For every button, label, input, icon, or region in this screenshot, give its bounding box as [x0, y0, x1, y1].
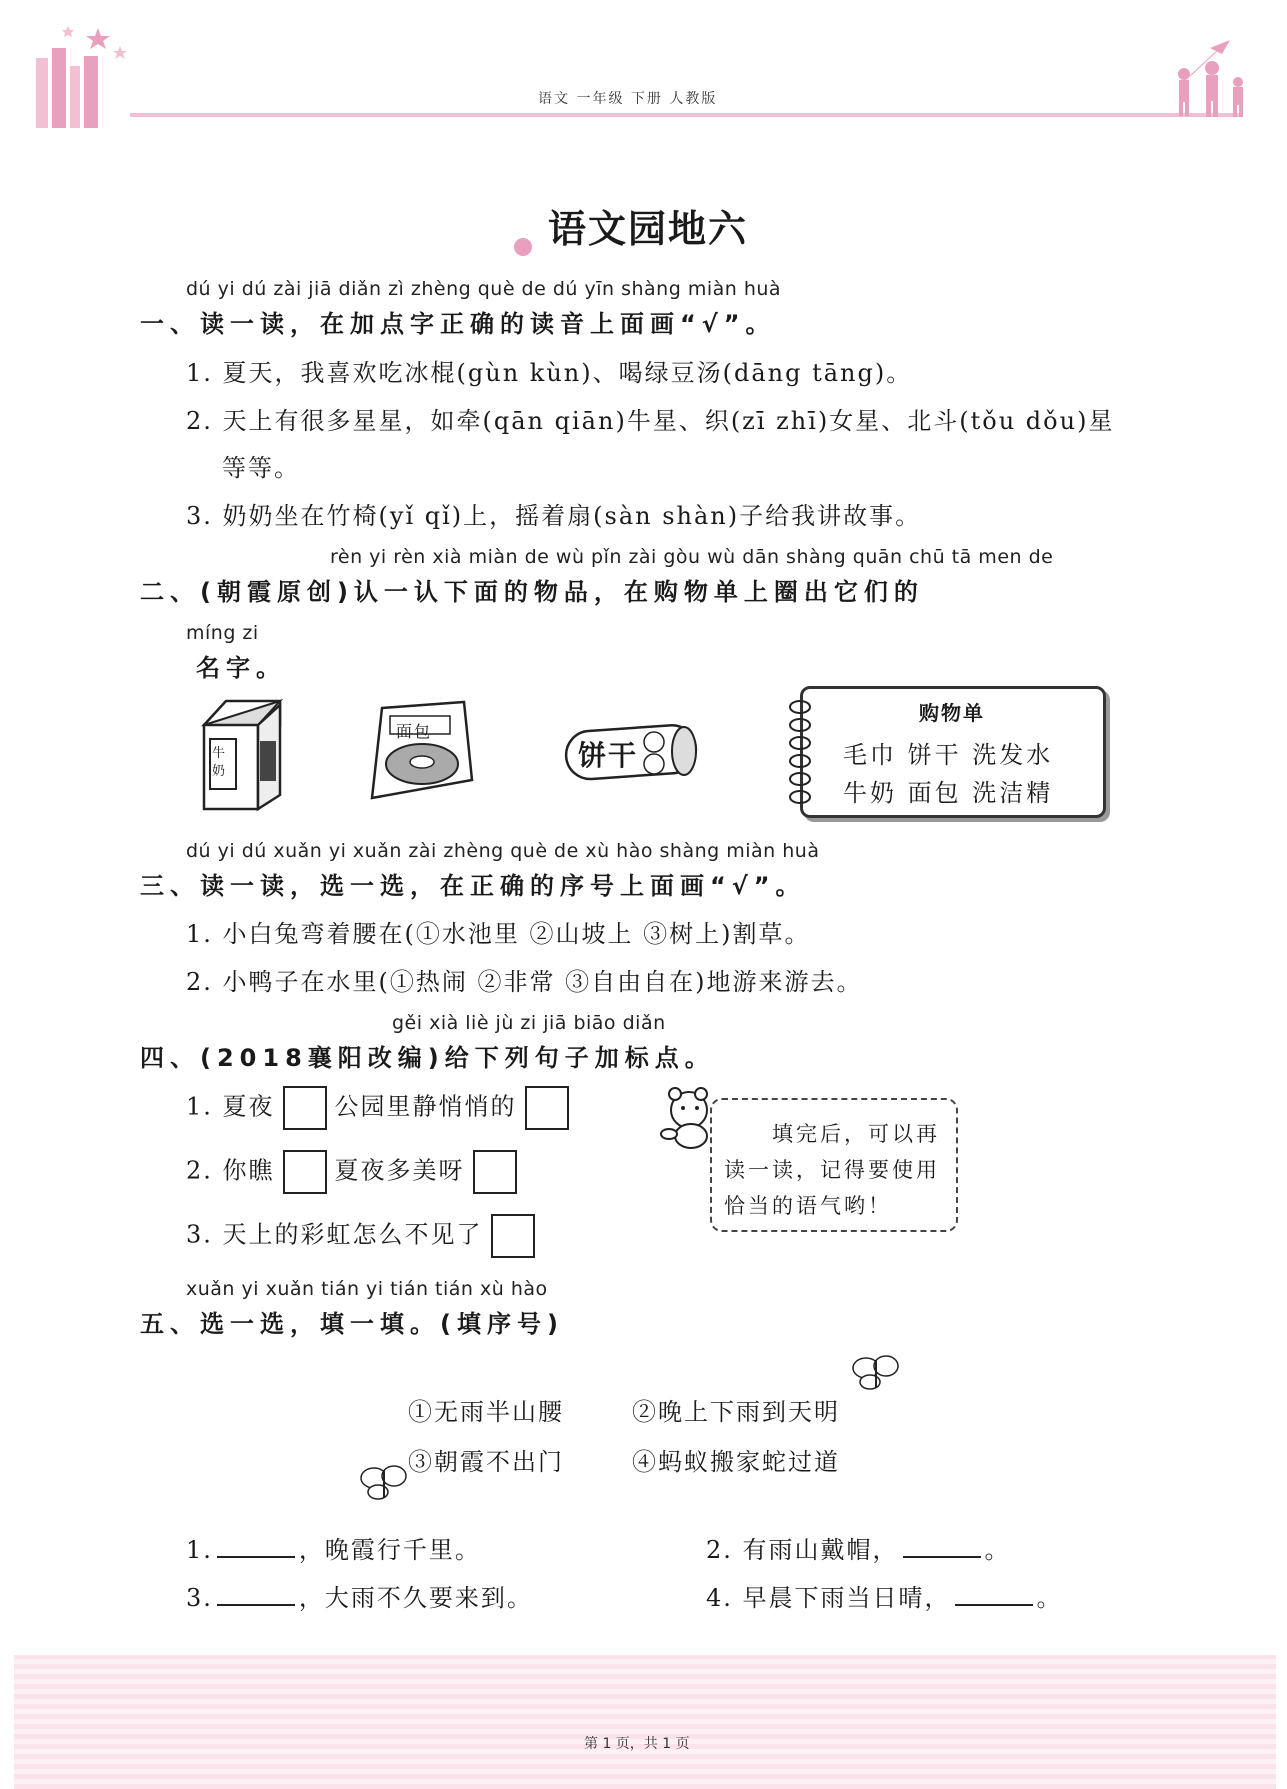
fill-question-1-text: ，晚霞行千里。: [298, 1536, 481, 1564]
punctuation-box-3[interactable]: [283, 1150, 327, 1194]
footer-band: [14, 1655, 1276, 1789]
fill-question-2-end: 。: [984, 1536, 1011, 1564]
shopping-list-card: [800, 686, 1106, 818]
fill-question-2-text: 2. 有雨山戴帽，: [706, 1536, 899, 1564]
section2-pinyin-2: míng zi: [186, 622, 259, 644]
section2-heading-2: 名字。: [196, 654, 286, 682]
shopping-list-row-2: 牛奶 面包 洗洁精: [843, 779, 1054, 807]
header-rule: [130, 113, 1240, 117]
punctuation-box-5[interactable]: [491, 1214, 535, 1258]
fill-question-1: [186, 1530, 481, 1565]
section4-item-2-b: 夏夜多美呀: [334, 1156, 465, 1185]
punctuation-box-1[interactable]: [283, 1086, 327, 1130]
section4-item-3: [186, 1214, 543, 1258]
header-decoration-left: [28, 18, 138, 128]
section4-item-1-a: 1. 夏夜: [186, 1092, 275, 1121]
tip-line-1: 填完后，可以再: [772, 1122, 940, 1146]
butterfly-icon: [850, 1352, 902, 1394]
biscuit-label: 饼干: [578, 739, 639, 772]
fill-question-4-text: 4. 早晨下雨当日晴，: [706, 1584, 951, 1612]
tip-line-3: 恰当的语气哟！: [724, 1194, 892, 1218]
option-4: ④蚂蚁搬家蛇过道: [632, 1448, 840, 1476]
punctuation-box-2[interactable]: [525, 1086, 569, 1130]
section4-item-1: [186, 1086, 577, 1130]
section1-item-3: 3. 奶奶坐在竹椅(yǐ qǐ)上，摇着扇(sàn shàn)子给我讲故事。: [186, 502, 922, 530]
option-1: ①无雨半山腰: [408, 1398, 564, 1426]
milk-label: 牛奶: [212, 746, 226, 779]
answer-blank-2[interactable]: [903, 1534, 981, 1558]
section4-item-1-b: 公园里静悄悄的: [334, 1092, 517, 1121]
fill-question-3-num: 3.: [186, 1584, 213, 1612]
answer-blank-3[interactable]: [217, 1582, 295, 1606]
section3-heading: 三、读一读，选一选，在正确的序号上面画“√”。: [140, 872, 806, 900]
section3-item-1: 1. 小白兔弯着腰在(①水池里 ②山坡上 ③树上)割草。: [186, 920, 811, 948]
section1-item-2: 2. 天上有很多星星，如牵(qān qiān)牛星、织(zī zhī)女星、北斗(tǒu dǒu)星: [186, 407, 1115, 435]
shopping-list-row-1: 毛巾 饼干 洗发水: [843, 741, 1054, 769]
header-text: 语文 一年级 下册 人教版: [538, 91, 718, 107]
option-3: ③朝霞不出门: [408, 1448, 564, 1476]
punctuation-box-4[interactable]: [473, 1150, 517, 1194]
section2-pinyin: rèn yi rèn xià miàn de wù pǐn zài gòu wù dān shàng quān chū tā men de: [330, 546, 1054, 568]
fill-question-3: [186, 1578, 533, 1613]
section1-heading: 一、读一读，在加点字正确的读音上面画“√”。: [140, 310, 776, 338]
bread-bag-illustration: [368, 698, 476, 804]
notebook-rings: [785, 697, 815, 809]
bread-label: 面包: [396, 722, 433, 741]
answer-blank-1[interactable]: [217, 1534, 295, 1558]
title-bullet: [514, 238, 532, 256]
section4-item-2-a: 2. 你瞧: [186, 1156, 275, 1185]
section1-item-1: 1. 夏天，我喜欢吃冰棍(gùn kùn)、喝绿豆汤(dāng tāng)。: [186, 359, 913, 387]
tip-line-2: 读一读，记得要使用: [724, 1158, 940, 1182]
milk-carton-illustration: [196, 695, 286, 813]
section4-item-2: [186, 1150, 525, 1194]
fill-question-2: [706, 1530, 1011, 1565]
header-decoration-right: [1160, 36, 1260, 118]
section2-heading: 二、(朝霞原创)认一认下面的物品，在购物单上圈出它们的: [140, 578, 924, 606]
page-title: 语文园地六: [548, 206, 749, 251]
shopping-list-title: 购物单: [919, 701, 985, 725]
section4-pinyin: gěi xià liè jù zi jiā biāo diǎn: [392, 1012, 666, 1034]
section5-pinyin: xuǎn yi xuǎn tián yi tián tián xù hào: [186, 1278, 548, 1300]
fill-question-4: [706, 1578, 1063, 1613]
page-number: 第 1 页，共 1 页: [584, 1736, 690, 1752]
fill-question-3-text: ，大雨不久要来到。: [298, 1584, 533, 1612]
section4-heading: 四、(2018襄阳改编)给下列句子加标点。: [140, 1044, 715, 1072]
answer-blank-4[interactable]: [955, 1582, 1033, 1606]
butterfly-icon: [358, 1462, 410, 1504]
section4-item-3-text: 3. 天上的彩虹怎么不见了: [186, 1220, 483, 1249]
section5-heading: 五、选一选，填一填。(填序号): [140, 1310, 564, 1338]
option-2: ②晚上下雨到天明: [632, 1398, 840, 1426]
fill-question-4-end: 。: [1036, 1584, 1063, 1612]
section3-item-2: 2. 小鸭子在水里(①热闹 ②非常 ③自由自在)地游来游去。: [186, 968, 863, 996]
fill-question-1-num: 1.: [186, 1536, 213, 1564]
section1-pinyin: dú yi dú zài jiā diǎn zì zhèng què de dú yīn shàng miàn huà: [186, 278, 782, 300]
section3-pinyin: dú yi dú xuǎn yi xuǎn zài zhèng què de xù hào shàng miàn huà: [186, 840, 820, 862]
section1-item-2-cont: 等等。: [222, 454, 300, 482]
